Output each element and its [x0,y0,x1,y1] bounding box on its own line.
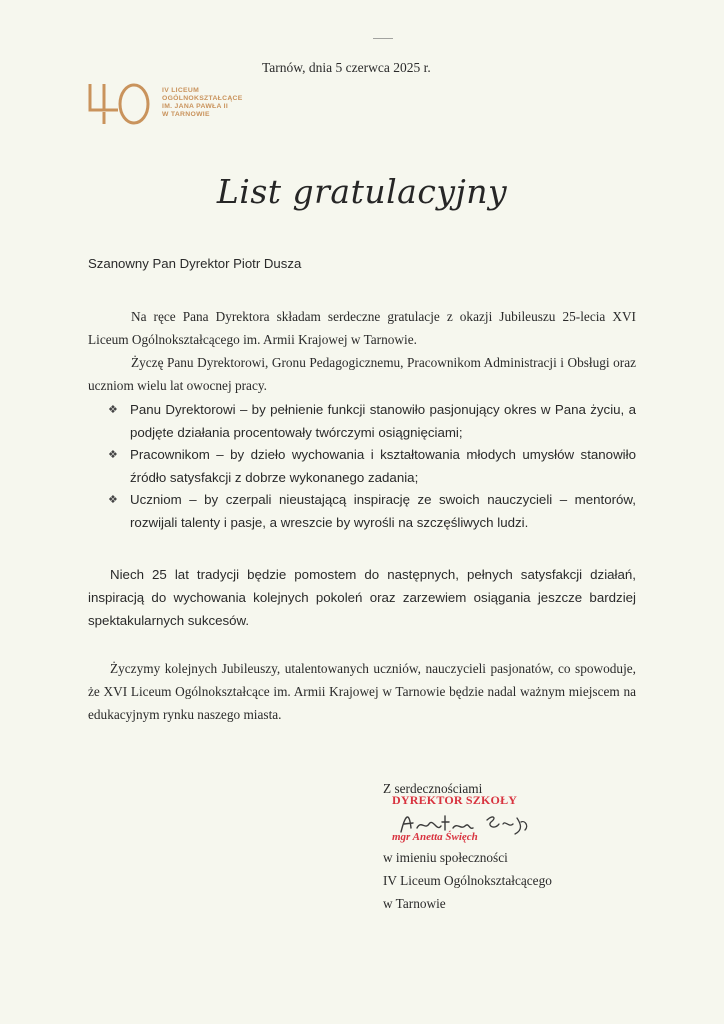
list-item [108,489,636,534]
letter-date: Tarnów, dnia 5 czerwca 2025 r. [262,60,431,75]
diamond-bullet-icon: ❖ [108,404,118,416]
list-item [108,444,636,489]
paragraph-jubilees [88,657,636,726]
paragraph-tradition [88,563,636,632]
signatory-line: w imieniu społeczności [383,850,508,865]
logo-line: IM. JANA PAWŁA II [162,103,229,111]
paragraph-congratulations [88,305,636,397]
list-item-text: Uczniom – by czerpali nieustającą inspirację ze swoich nauczycieli – mentorów, rozwijali talenty i pasje, a wreszcie by wyrośli na szczęśliwych ludzi. [130,492,636,530]
logo-text [162,87,243,119]
list-item [108,399,636,444]
logo-40-icon [88,80,154,126]
signatory-line: IV Liceum Ogólnokształcącego [383,873,552,888]
diamond-bullet-icon: ❖ [108,449,118,462]
paragraph-text: Na ręce Pana Dyrektora składam serdeczne gratulacje z okazji Jubileuszu 25-lecia XVI Liceum Ogólnokształcącego im. Armii Krajowej w Tarnowie. [88,309,636,347]
list-item-text: Panu Dyrektorowi – by pełnienie funkcji stanowiło pasjonujący okres w Pana życiu, a podjęte działania procentowały twórczymi osiągnięciami; [130,402,636,440]
wishes-list [108,399,636,535]
school-logo [88,80,348,140]
paragraph-text: Życzę Panu Dyrektorowi, Gronu Pedagogicznemu, Pracownikom Administracji i Obsługi oraz uczniom wielu lat owocnej pracy. [88,355,636,393]
stamp-title: DYREKTOR SZKOŁY [392,793,518,807]
logo-line: W TARNOWIE [162,111,210,119]
logo-line: OGÓLNOKSZTAŁCĄCE [162,95,243,103]
letter-title: List gratulacyjny [216,172,508,211]
scan-mark [373,38,393,39]
stamp-name: mgr Anetta Święch [392,831,478,843]
signatory-block [383,846,643,915]
paragraph-text: Niech 25 lat tradycji będzie pomostem do następnych, pełnych satysfakcji działań, inspiracją do wychowania kolejnych pokoleń oraz zarzewiem osiągania jeszcze bardziej spektakularnych sukcesów. [88,567,636,628]
logo-line: IV LICEUM [162,87,200,94]
paragraph-text: Życzymy kolejnych Jubileuszy, utalentowanych uczniów, nauczycieli pasjonatów, co spowoduje, że XVI Liceum Ogólnokształcące im. Armii Krajowej w Tarnowie będzie nadal ważnym miejscem na edukacyjnym rynku naszego miasta. [88,661,636,722]
diamond-bullet-icon: ❖ [108,494,118,507]
signatory-line: w Tarnowie [383,896,446,911]
list-item-text: Pracownikom – by dzieło wychowania i kształtowania młodych umysłów stanowiło źródło satysfakcji z dobrze wykonanego zadania; [130,447,636,485]
salutation: Szanowny Pan Dyrektor Piotr Dusza [88,256,302,271]
closing: Z serdecznościami [383,781,483,796]
